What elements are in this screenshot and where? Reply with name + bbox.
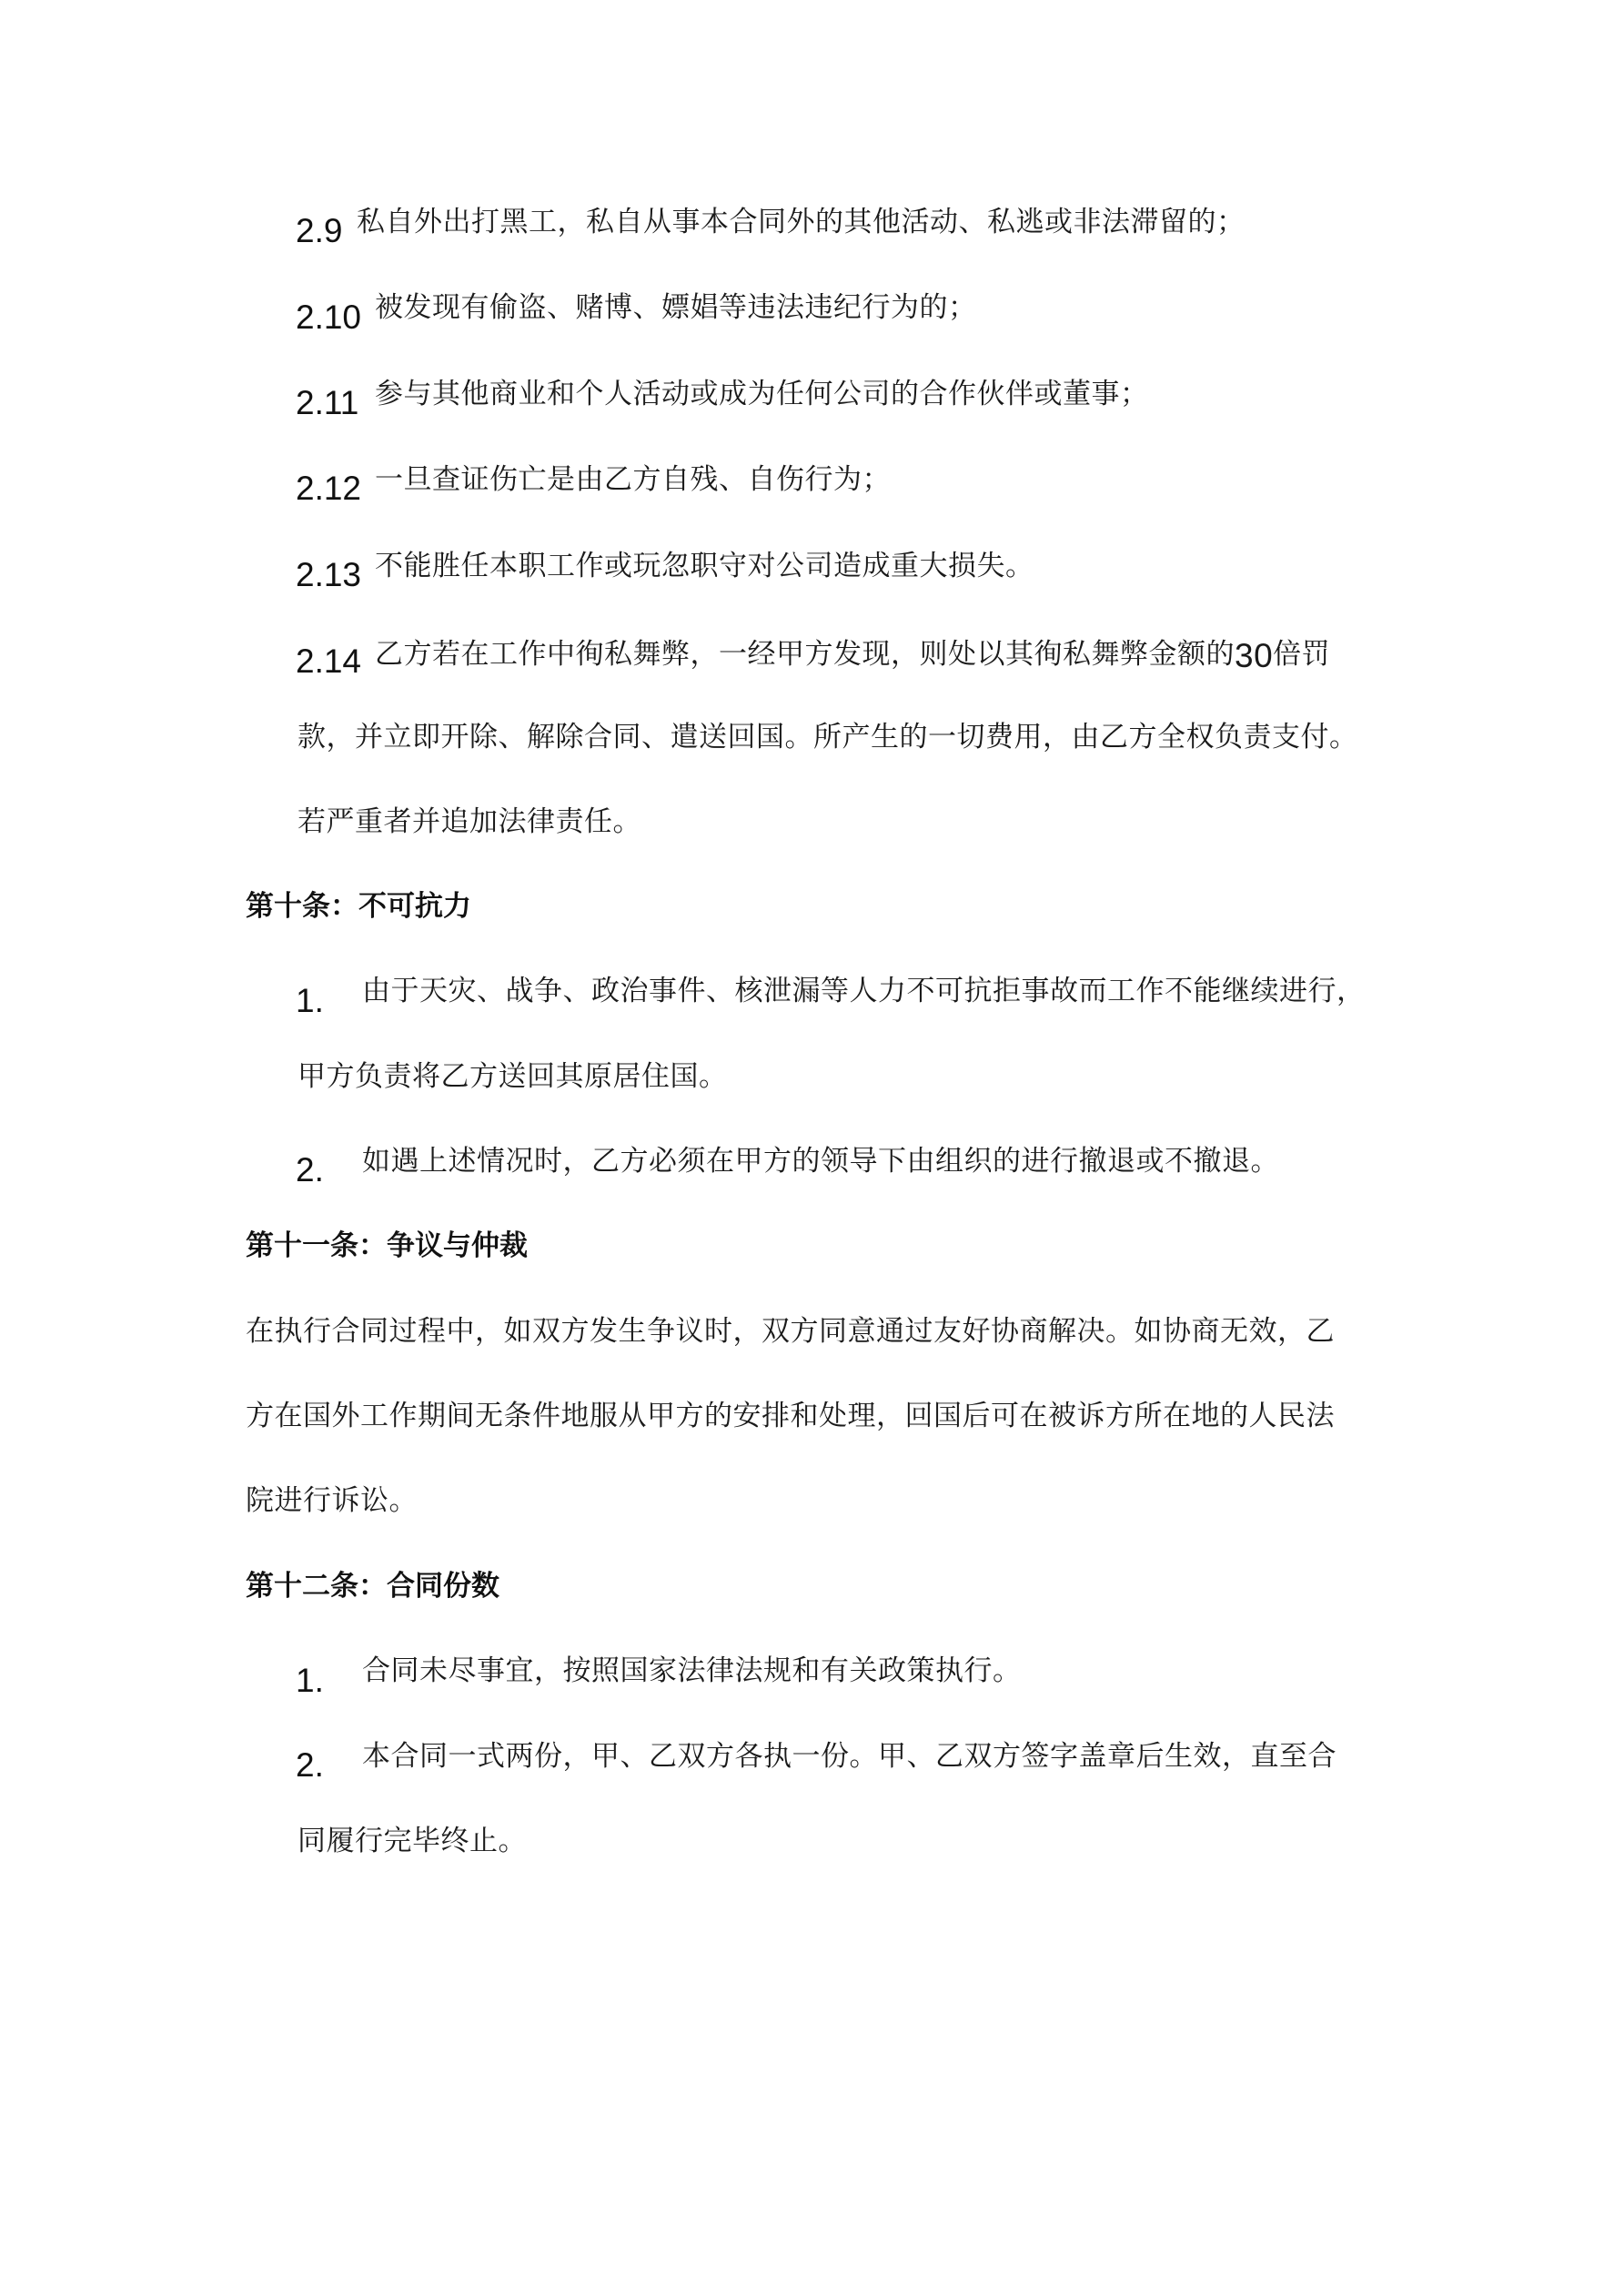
item-text: 私自外出打黑工，私自从事本合同外的其他活动、私逃或非法滞留的； bbox=[357, 206, 1246, 238]
item-number: 2.10 bbox=[296, 298, 362, 336]
paragraph-line: 院进行诉讼。 bbox=[246, 1484, 418, 1517]
item-text: 一旦查证伤亡是由乙方自残、自伤行为； bbox=[375, 463, 891, 496]
section-heading: 第十一条：争议与仲裁 bbox=[246, 1229, 528, 1262]
item-text-line: 本合同一式两份，甲、乙双方各执一份。甲、乙双方签字盖章后生效，直至合 bbox=[362, 1740, 1337, 1773]
item-number: 2. bbox=[296, 1746, 324, 1784]
item-text: 不能胜任本职工作或玩忽职守对公司造成重大损失。 bbox=[375, 550, 1034, 582]
item-number: 2.11 bbox=[296, 384, 359, 421]
item-text-part: 倍罚 bbox=[1273, 638, 1331, 671]
item-number: 2.14 bbox=[296, 642, 362, 680]
item-text: 参与其他商业和个人活动或成为任何公司的合作伙伴或董事； bbox=[375, 378, 1149, 410]
item-text-line: 由于天灾、战争、政治事件、核泄漏等人力不可抗拒事故而工作不能继续进行， bbox=[362, 975, 1366, 1007]
section-heading: 第十条：不可抗力 bbox=[246, 890, 471, 923]
item-number: 1. bbox=[296, 1662, 324, 1699]
paragraph-line: 在执行合同过程中，如双方发生争议时，双方同意通过友好协商解决。如协商无效，乙 bbox=[246, 1315, 1335, 1348]
item-number: 2.13 bbox=[296, 556, 362, 593]
item-text-line bbox=[375, 634, 1330, 673]
item-text-part: 乙方若在工作中徇私舞弊，一经甲方发现，则处以其徇私舞弊金额的 bbox=[375, 638, 1235, 671]
inline-number: 30 bbox=[1235, 637, 1274, 674]
item-text-line: 同履行完毕终止。 bbox=[298, 1825, 527, 1857]
paragraph-line: 方在国外工作期间无条件地服从甲方的安排和处理，回国后可在被诉方所在地的人民法 bbox=[246, 1400, 1335, 1432]
item-number: 1. bbox=[296, 982, 324, 1019]
item-text-line: 甲方负责将乙方送回其原居住国。 bbox=[298, 1060, 728, 1093]
item-number: 2. bbox=[296, 1151, 324, 1188]
section-heading: 第十二条：合同份数 bbox=[246, 1570, 499, 1603]
item-text-line: 如遇上述情况时，乙方必须在甲方的领导下由组织的进行撤退或不撤退。 bbox=[362, 1145, 1279, 1178]
item-text-line: 款，并立即开除、解除合同、遣送回国。所产生的一切费用，由乙方全权负责支付。 bbox=[298, 721, 1358, 754]
item-text: 被发现有偷盗、赌博、嫖娼等违法违纪行为的； bbox=[375, 291, 977, 324]
item-text-line: 若严重者并追加法律责任。 bbox=[298, 805, 641, 838]
item-number: 2.9 bbox=[296, 212, 343, 249]
item-number: 2.12 bbox=[296, 470, 362, 507]
item-text-line: 合同未尽事宜，按照国家法律法规和有关政策执行。 bbox=[362, 1654, 1022, 1687]
